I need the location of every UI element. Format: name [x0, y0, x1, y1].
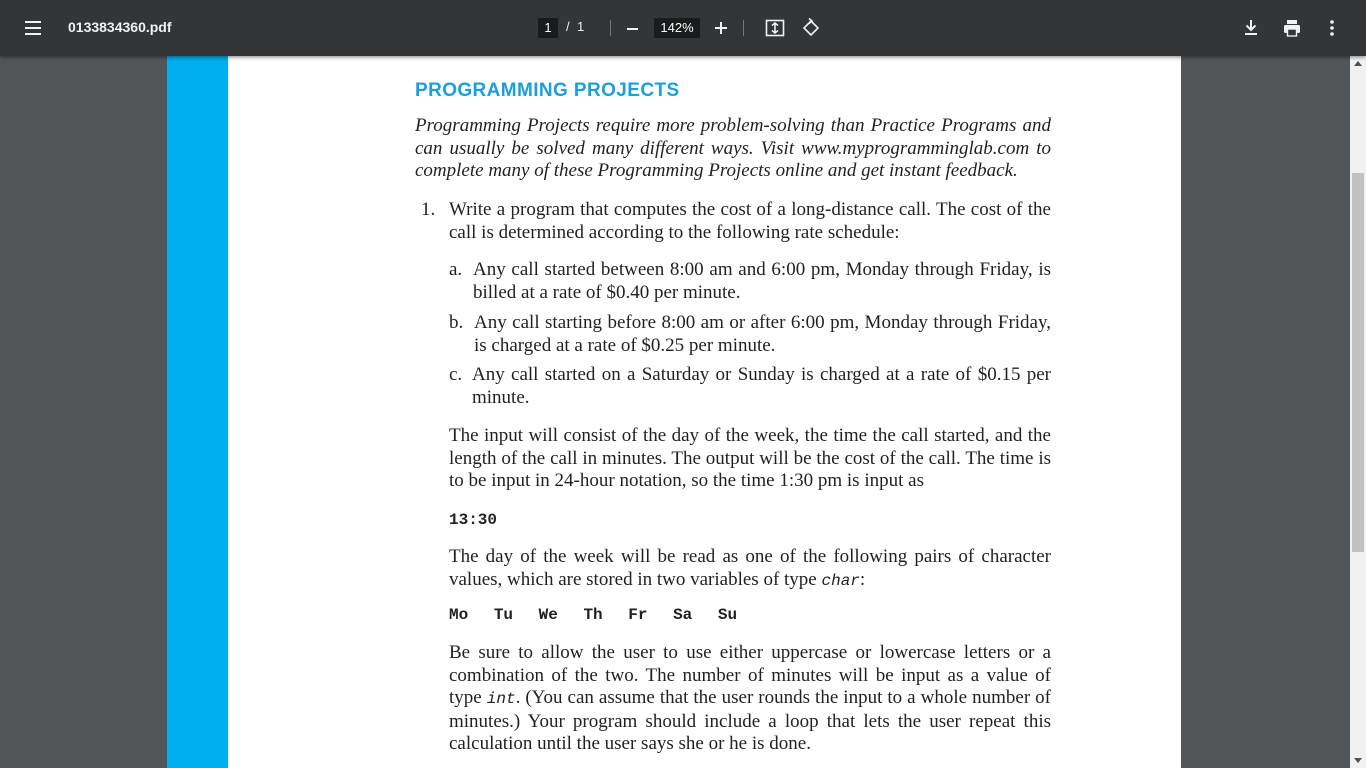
scrollbar-thumb[interactable] — [1352, 173, 1364, 552]
rule-label: b. — [449, 312, 464, 333]
rotate-icon[interactable] — [800, 17, 822, 39]
vertical-scrollbar[interactable] — [1350, 56, 1366, 768]
day-description — [449, 546, 1051, 592]
case-description-end: . (You can assume that the user rounds the input to a whole number of minutes.) Your program should include a loop that lets the user repeat this calculation until the user says she or he is done. — [449, 687, 1051, 754]
rule-text: Any call started on a Saturday or Sunday is charged at a rate of $0.15 per minute. — [472, 364, 1051, 408]
case-description — [449, 642, 1051, 756]
file-title: 0133834360.pdf — [68, 19, 172, 35]
day-code: We — [538, 606, 558, 624]
pdf-page — [167, 56, 1181, 768]
type-char: char — [821, 571, 860, 590]
project-description: Write a program that computes the cost of a long-distance call. The cost of the call is determined according to the following rate schedule: — [449, 199, 1051, 243]
day-description-end: : — [859, 568, 866, 590]
section-heading: PROGRAMMING PROJECTS — [415, 80, 680, 101]
rule-text: Any call started between 8:00 am and 6:00 pm, Monday through Friday, is billed at a rate of $0.40 per minute. — [473, 259, 1051, 303]
day-code: Tu — [493, 606, 514, 624]
fit-page-icon[interactable] — [764, 17, 786, 39]
print-icon[interactable] — [1281, 17, 1303, 39]
time-example: 13:30 — [449, 511, 498, 529]
intro-paragraph: Programming Projects require more problem-solving than Practice Programs and can usually be solved many different ways. Visit www.myprogramminglab.com to complete many of these Programming Projects online and get instant feedback. — [415, 115, 1051, 181]
rule-label: a. — [449, 259, 463, 280]
input-description: The input will consist of the day of the week, the time the call started, and the length of the call in minutes. The output will be the cost of the call. The time is to be input in 24-hour notation, so the time 1:30 pm is input as — [449, 425, 1051, 491]
page-total: 1 — [577, 19, 585, 34]
day-codes — [449, 606, 753, 624]
toolbar-divider — [743, 20, 744, 36]
menu-icon[interactable] — [20, 16, 48, 40]
project-number: 1. — [421, 199, 436, 220]
day-description-text: The day of the week will be read as one of the following pairs of character values, which are stored in two variables of type — [449, 546, 1051, 590]
document-viewer[interactable] — [0, 56, 1366, 768]
zoom-level-input[interactable]: 142% — [654, 18, 700, 38]
download-icon[interactable] — [1240, 17, 1262, 39]
day-code: Fr — [628, 606, 648, 624]
day-code: Th — [583, 606, 603, 624]
day-code: Su — [717, 606, 738, 624]
more-options-icon[interactable] — [1321, 17, 1343, 39]
case-description-text: Be sure to allow the user to use either uppercase or lowercase letters or a combination of the two. The number of minutes will be input as a value of type — [449, 642, 1051, 708]
scroll-up-arrow-icon[interactable] — [1354, 61, 1362, 66]
pdf-toolbar — [0, 0, 1366, 56]
zoom-out-button[interactable] — [624, 18, 642, 38]
day-code: Mo — [449, 606, 469, 624]
rule-label: c. — [449, 364, 463, 385]
page-number-input[interactable]: 1 — [538, 18, 558, 38]
page-separator: / — [566, 19, 570, 34]
day-code: Sa — [673, 606, 693, 624]
page-color-band — [167, 56, 228, 768]
type-int: int — [486, 690, 516, 708]
zoom-in-button[interactable] — [712, 18, 732, 38]
toolbar-divider — [610, 20, 611, 36]
scroll-down-arrow-icon[interactable] — [1354, 758, 1362, 763]
rule-text: Any call starting before 8:00 am or after 6:00 pm, Monday through Friday, is charged at a rate of $0.25 per minute. — [474, 312, 1051, 356]
